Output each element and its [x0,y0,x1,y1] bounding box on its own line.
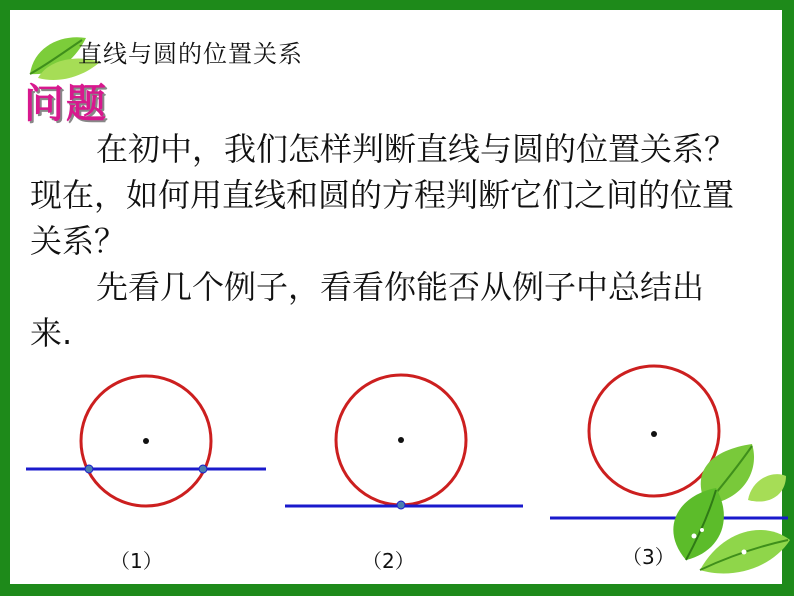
question-paragraph: 在初中，我们怎样判断直线与圆的位置关系？现在，如何用直线和圆的方程判断它们之间的位置关系？ [30,130,737,260]
figure-label: （3） [622,545,675,569]
leaves-decoration-icon [673,444,790,573]
section-title: 问题 [24,81,108,127]
circle-center-dot [651,431,657,437]
tangent-point [397,501,405,509]
intersection-point [199,465,207,473]
figure-intersecting [26,376,266,573]
figure-tangent [285,375,523,573]
circle-center-dot [398,437,404,443]
slide-header: 直线与圆的位置关系 [78,40,303,68]
instruction-paragraph: 先看几个例子，看看你能否从例子中总结出来. [30,268,705,352]
circle-center-dot [143,438,149,444]
intersection-point [85,465,93,473]
figure-label: （1） [110,549,163,573]
figure-label: （2） [362,549,415,573]
